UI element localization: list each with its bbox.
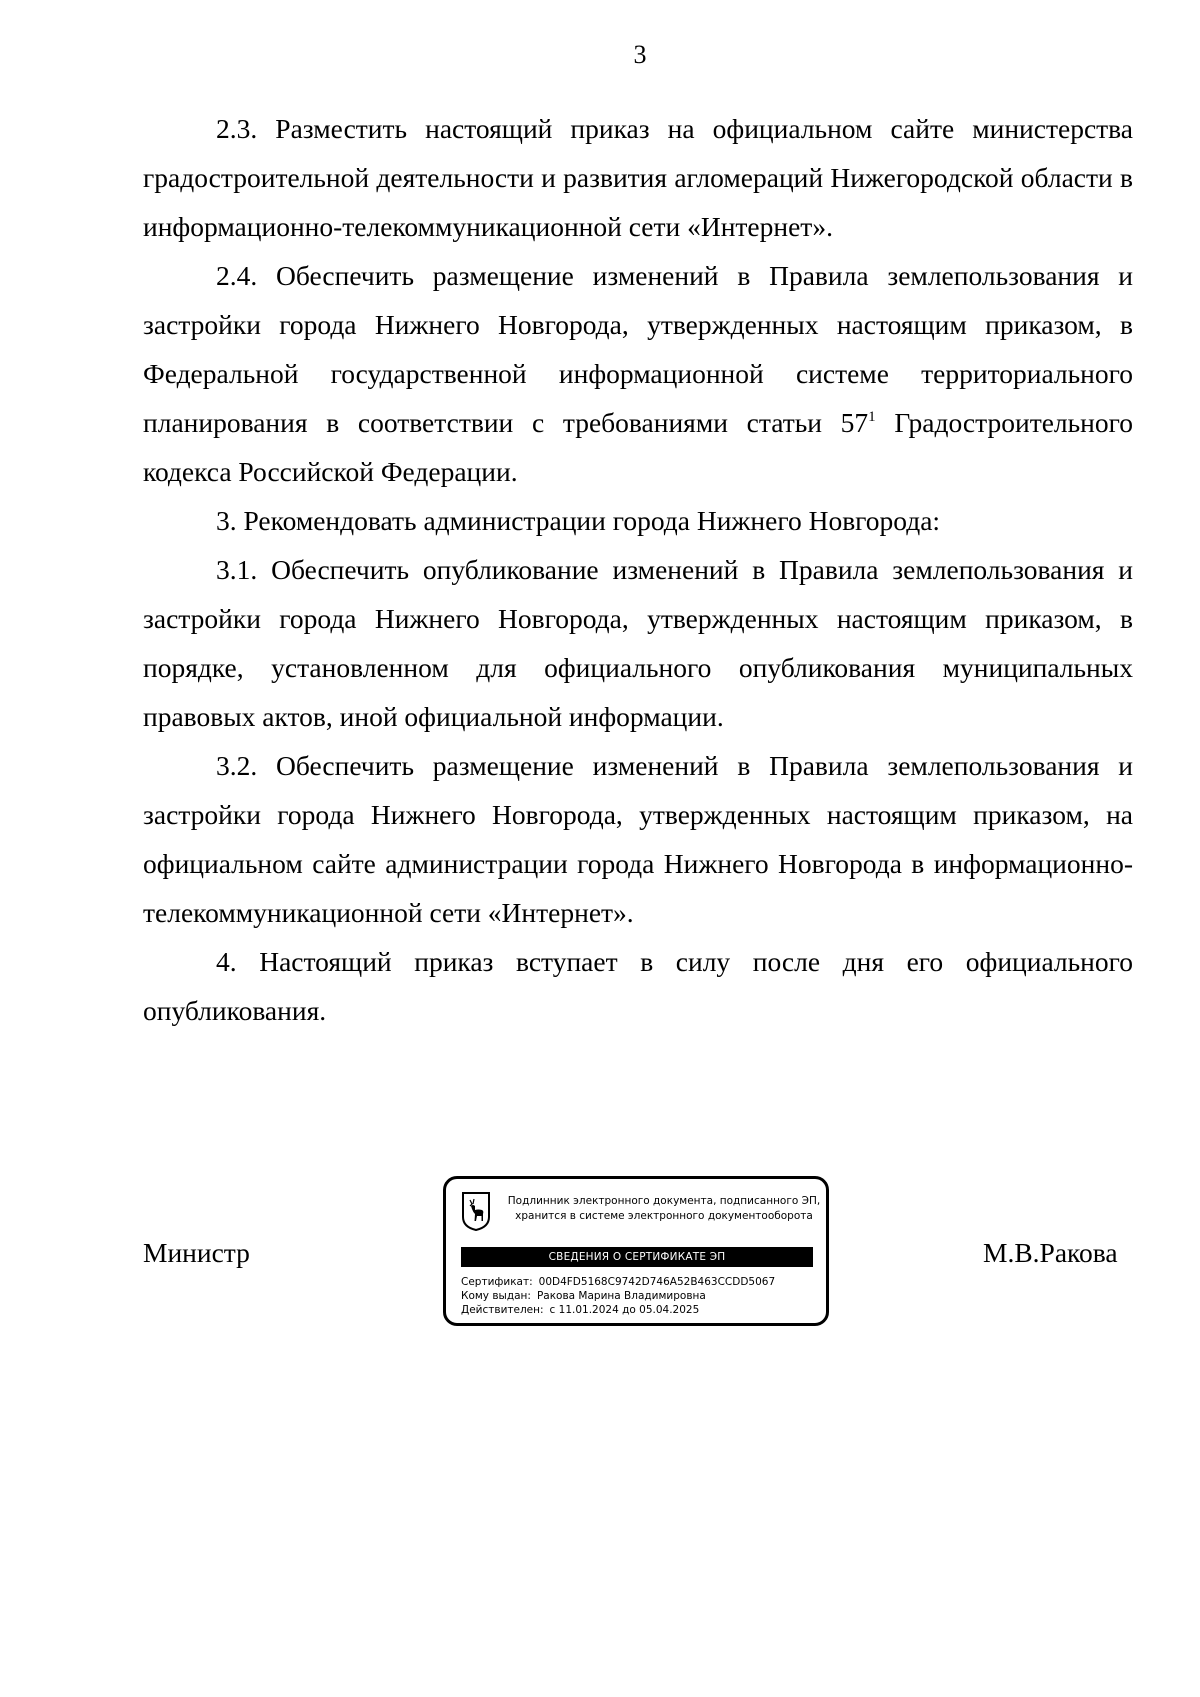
validity-value: с 11.01.2024 до 05.04.2025 [549, 1304, 700, 1316]
paragraph-text: 2.3. Разместить настоящий приказ на официальном сайте министерства градостроительной деятельности и развития агломераций Нижегородской области в информационно-телекоммуникационной сети «Интернет». [143, 113, 1133, 242]
certificate-info-bar: СВЕДЕНИЯ О СЕРТИФИКАТЕ ЭП [461, 1247, 813, 1267]
esign-header-line: Подлинник электронного документа, подписанного ЭП, [507, 1195, 821, 1207]
paragraph-3-2 [143, 741, 1133, 937]
validity-row [461, 1303, 821, 1317]
signer-name: М.В.Ракова [983, 1237, 1118, 1268]
paragraph-text: 3.2. Обеспечить размещение изменений в Правила землепользования и застройки города Нижнего Новгорода, утвержденных настоящим приказом, на официальном сайте администрации города Нижнего Новгорода в информационно-телекоммуникационной сети «Интернет». [143, 750, 1133, 928]
paragraph-2-4 [143, 251, 1133, 496]
signer-position: Министр [143, 1237, 250, 1268]
validity-label: Действителен: [461, 1304, 544, 1316]
paragraph-2-3 [143, 104, 1133, 251]
paragraph-3 [143, 496, 1133, 545]
issued-to-value: Ракова Марина Владимировна [536, 1290, 706, 1302]
issued-to-label: Кому выдан: [461, 1290, 531, 1302]
paragraph-text: 2.4. Обеспечить размещение изменений в Правила землепользования и застройки города Нижнего Новгорода, утвержденных настоящим приказом, в Федеральной государственной информационной системе территориального планирования в соответствии с требованиями статьи 57 [143, 260, 1133, 438]
esign-header [499, 1194, 829, 1224]
deer-emblem-icon [461, 1191, 491, 1231]
paragraph-3-1 [143, 545, 1133, 741]
esign-header-line: хранится в системе электронного документооборота [515, 1210, 813, 1222]
document-body [143, 104, 1133, 1035]
superscript-index: 1 [868, 409, 876, 425]
certificate-row [461, 1275, 821, 1289]
certificate-value: 00D4FD5168C9742D746A52B463CCDD5067 [538, 1276, 776, 1288]
certificate-details [461, 1275, 821, 1317]
paragraph-text: 3.1. Обеспечить опубликование изменений в Правила землепользования и застройки города Нижнего Новгорода, утвержденных настоящим приказом, в порядке, установленном для официального опубликования муниципальных правовых актов, иной официальной информации. [143, 554, 1133, 732]
paragraph-text: 4. Настоящий приказ вступает в силу после дня его официального опубликования. [143, 946, 1133, 1026]
page-number: 3 [633, 40, 647, 69]
paragraph-4 [143, 937, 1133, 1035]
issued-to-row [461, 1289, 821, 1303]
certificate-label: Сертификат: [461, 1276, 533, 1288]
paragraph-text-tail: Градостроительного кодекса Российской Федерации. [143, 407, 1133, 487]
electronic-signature-stamp [443, 1176, 829, 1326]
paragraph-text: 3. Рекомендовать администрации города Нижнего Новгорода: [216, 505, 941, 536]
